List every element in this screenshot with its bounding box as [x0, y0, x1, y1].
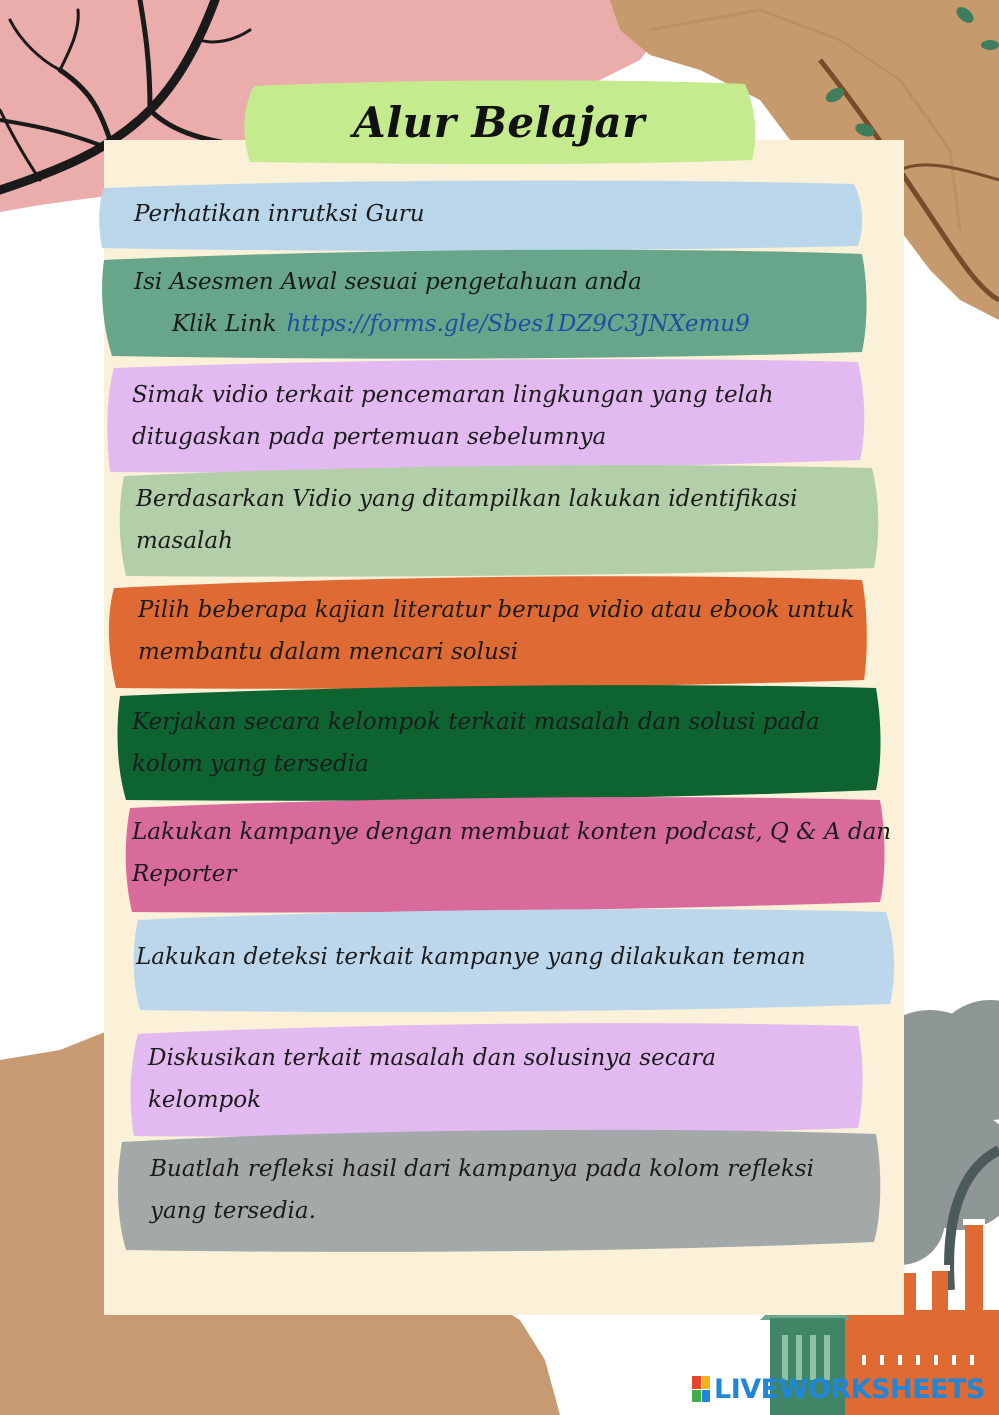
step-6-text-line-1: Kerjakan secara kelompok terkait masalah dan solusi pada — [132, 709, 820, 735]
step-10-text-line-2: yang tersedia. — [150, 1198, 316, 1224]
step-2-link-line — [134, 303, 868, 345]
step-7-text-line-1: Lakukan kampanye dengan membuat konten podcast, Q & A dan — [132, 819, 892, 845]
step-9-text-line-2: kelompok — [148, 1087, 262, 1113]
step-9 — [128, 1018, 864, 1140]
step-2 — [100, 244, 868, 362]
step-8-text: Lakukan deteksi terkait kampanye yang dilakukan teman — [136, 944, 806, 970]
step-3 — [106, 356, 866, 476]
step-6-text-line-2: kolom yang tersedia — [132, 751, 369, 777]
step-7 — [124, 790, 892, 916]
step-5-text-line-2: membantu dalam mencari solusi — [138, 639, 518, 665]
step-4-text-line-1: Berdasarkan Vidio yang ditampilkan lakukan identifikasi — [136, 486, 798, 512]
step-5 — [106, 570, 868, 692]
page-title: Alur Belajar — [353, 97, 645, 147]
step-2-link-label: Klik Link — [172, 311, 277, 337]
step-6 — [116, 682, 882, 804]
step-9-text-line-1: Diskusikan terkait masalah dan solusinya secara — [148, 1045, 717, 1071]
step-8 — [130, 906, 896, 1014]
title-band — [240, 78, 758, 166]
step-4-text-line-2: masalah — [136, 528, 233, 554]
step-10-text-line-1: Buatlah refleksi hasil dari kampanya pada kolom refleksi — [150, 1156, 814, 1182]
step-7-text-line-2: Reporter — [132, 861, 237, 887]
step-2-text: Isi Asesmen Awal sesuai pengetahuan anda — [134, 269, 642, 295]
liveworksheets-logo-icon — [692, 1376, 710, 1402]
step-1-text: Perhatikan inrutksi Guru — [134, 201, 425, 227]
step-1 — [98, 174, 866, 254]
step-5-text-line-1: Pilih beberapa kajian literatur berupa vidio atau ebook untuk — [138, 597, 855, 623]
step-3-text-line-2: ditugaskan pada pertemuan sebelumnya — [132, 424, 607, 450]
liveworksheets-logo — [692, 1372, 985, 1406]
step-4 — [118, 460, 880, 580]
asesmen-form-link[interactable]: https://forms.gle/Sbes1DZ9C3JNXemu9 — [286, 311, 750, 337]
step-3-text-line-1: Simak vidio terkait pencemaran lingkungan yang telah — [132, 382, 774, 408]
step-10 — [116, 1124, 882, 1256]
watermark-text: LIVEWORKSHEETS — [714, 1373, 985, 1405]
